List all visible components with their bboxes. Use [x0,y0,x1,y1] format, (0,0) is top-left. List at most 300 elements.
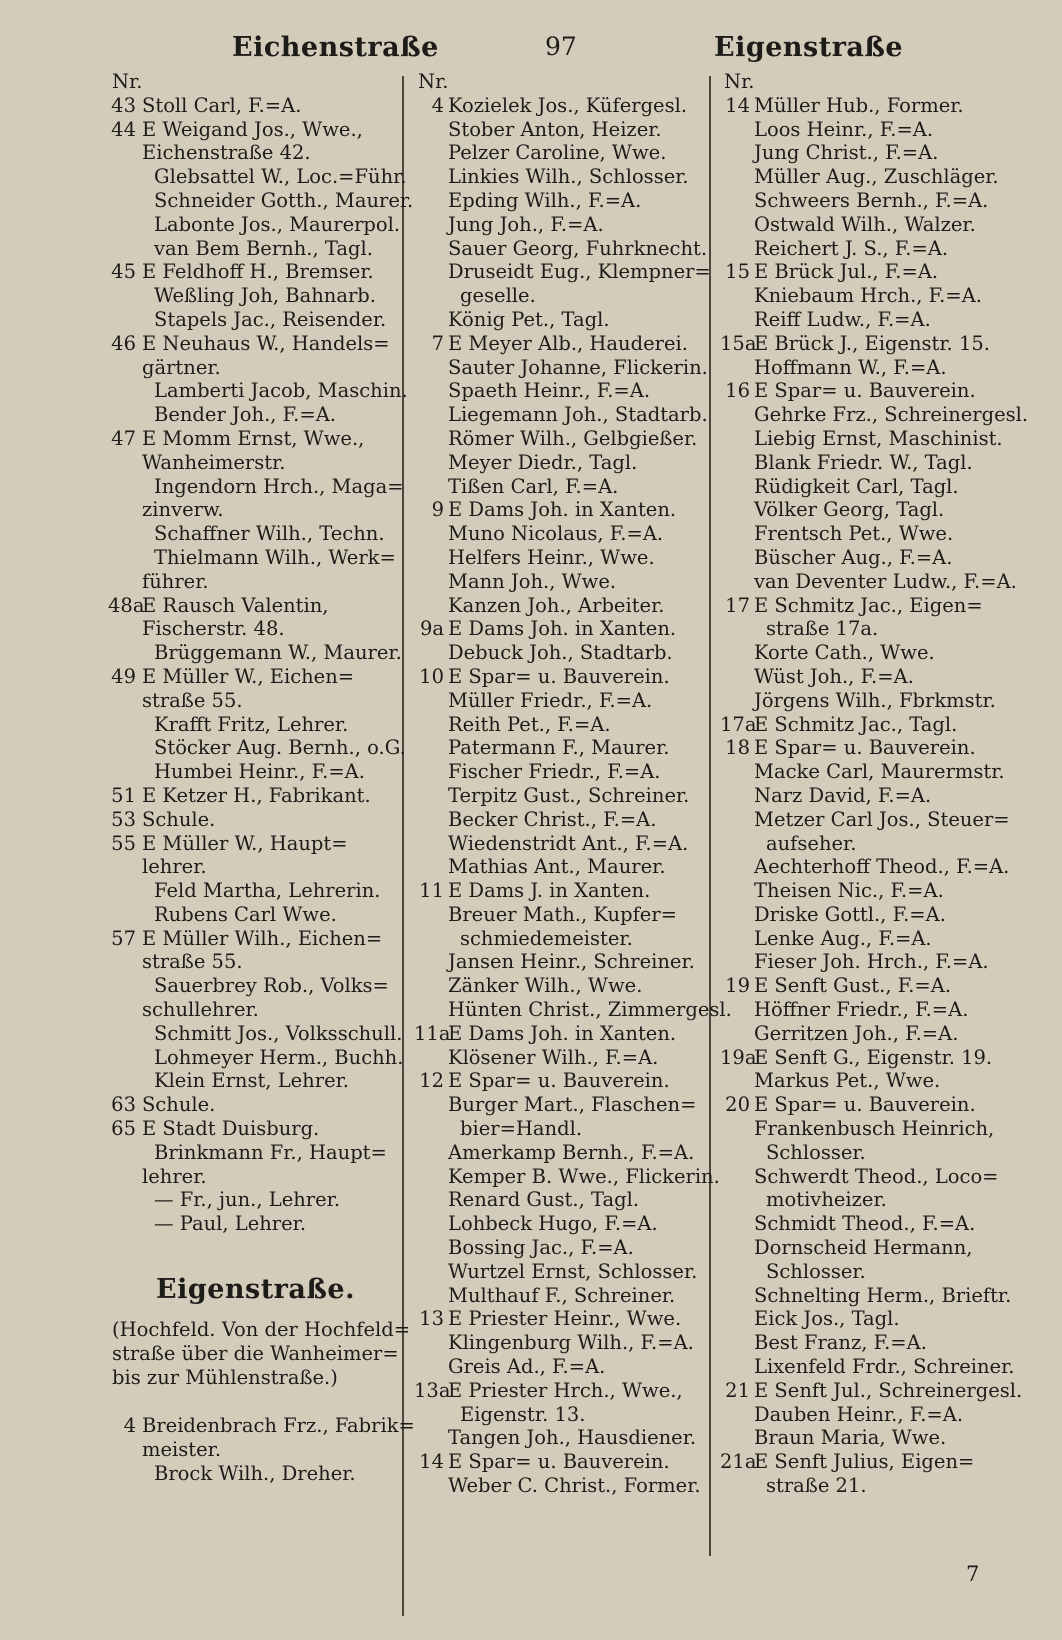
entry-text: Korte Cath., Wwe. [754,641,935,665]
resident-line [720,1117,1020,1141]
resident-line [108,237,403,261]
resident-line [720,1165,1020,1189]
resident-line [414,427,712,451]
entry-text: Jung Joh., F.=A. [448,212,604,236]
resident-line [720,1426,1020,1450]
house-entry [720,379,1020,403]
column-1 [108,70,415,1485]
entry-text: Mathias Ant., Maurer. [448,855,666,879]
entry-text: E Spar= u. Bauverein. [754,379,976,403]
entry-text: Meyer Diedr., Tagl. [448,450,638,474]
header-street-right: Eigenstraße [714,32,904,63]
resident-line [108,356,403,380]
house-number: 18 [725,736,750,760]
house-entry [108,784,403,808]
column-nr-label [108,70,403,94]
entry-text: Jörgens Wilh., Fbrkmstr. [754,688,996,712]
resident-line [108,284,403,308]
house-number: 46 [111,331,136,355]
column-nr-label [414,70,712,94]
entry-text: E Schmitz Jac., Tagl. [754,712,958,736]
entry-text: E Priester Heinr., Wwe. [448,1307,682,1331]
entry-text: Breidenbrach Frz., Fabrik= [142,1414,415,1438]
entry-text: Reiff Ludw., F.=A. [754,307,931,331]
entry-text: Kozielek Jos., Küfergesl. [448,93,688,117]
entry-text: schullehrer. [142,998,259,1022]
resident-line [414,475,712,499]
resident-line [720,1355,1020,1379]
resident-line [720,1260,1020,1284]
entry-text: Hoffmann W., F.=A. [754,355,947,379]
entry-text: E Dams J. in Xanten. [448,879,651,903]
resident-line [414,451,712,475]
entry-text: Braun Maria, Wwe. [754,1426,947,1450]
resident-line [414,1331,712,1355]
entry-text: Blank Friedr. W., Tagl. [754,450,973,474]
entry-text: Ingendorn Hrch., Maga= [154,474,404,498]
resident-line [720,927,1020,951]
resident-line [414,784,712,808]
entry-text: Loos Heinr., F.=A. [754,117,934,141]
entry-text: Jansen Heinr., Schreiner. [448,950,695,974]
entry-text: Fischer Friedr., F.=A. [448,760,661,784]
entry-text: meister. [142,1437,222,1461]
resident-line [108,213,403,237]
entry-text: Fischerstr. 48. [142,617,285,641]
house-number: 53 [111,807,136,831]
entry-text: Eichenstraße 42. [142,141,311,165]
house-number: 13 [419,1307,444,1331]
house-entry [414,1307,712,1331]
entry-text: Stöcker Aug. Bernh., o.G. [154,736,406,760]
entry-text: E Brück Jul., F.=A. [754,260,939,284]
resident-line [414,260,712,284]
resident-line [720,998,1020,1022]
resident-line [720,498,1020,522]
entry-text: Schule. [142,807,216,831]
entry-text: — Fr., jun., Lehrer. [154,1188,341,1212]
entry-text: E Spar= u. Bauverein. [448,1069,670,1093]
entry-text: Aechterhoff Theod., F.=A. [754,855,1010,879]
house-entry [720,332,1020,356]
resident-line [720,1236,1020,1260]
house-number: 15a [720,331,757,355]
resident-line [108,1069,403,1093]
entry-text: Gehrke Frz., Schreinergesl. [754,403,1029,427]
section-description: bis zur Mühlenstraße.) [112,1366,338,1390]
resident-line [414,950,712,974]
resident-line [720,760,1020,784]
header-street-left: Eichenstraße [232,32,439,63]
resident-line [720,855,1020,879]
resident-line [720,784,1020,808]
entry-text: Theisen Nic., F.=A. [754,879,944,903]
resident-line [720,403,1029,427]
house-entry [720,94,1020,118]
entry-text: E Müller W., Eichen= [142,664,355,688]
entry-text: Klösener Wilh., F.=A. [448,1045,659,1069]
resident-line [108,498,403,522]
resident-line [414,165,712,189]
resident-line [414,1236,712,1260]
entry-text: Narz David, F.=A. [754,783,932,807]
resident-line [108,1188,403,1212]
resident-line [720,641,1020,665]
resident-line [414,570,712,594]
entry-text: Reith Pet., F.=A. [448,712,611,736]
house-entry [108,427,403,451]
entry-text: lehrer. [142,1164,207,1188]
entry-text: Glebsattel W., Loc.=Führ. [154,165,407,189]
entry-text: E Senft Gust., F.=A. [754,974,952,998]
entry-text: Muno Nicolaus, F.=A. [448,522,664,546]
house-entry [108,808,403,832]
resident-line [414,213,712,237]
resident-line [108,451,403,475]
spacer [108,1390,403,1414]
house-entry [414,332,712,356]
resident-line [720,1212,1020,1236]
house-number: 45 [111,260,136,284]
house-entry [108,1093,403,1117]
entry-text: Pelzer Caroline, Wwe. [448,141,667,165]
resident-line [414,689,712,713]
entry-text: Liebig Ernst, Maschinist. [754,426,1003,450]
resident-line [108,188,414,213]
house-number: 49 [111,664,136,688]
resident-line [414,1212,712,1236]
resident-line [720,546,1020,570]
resident-line [414,736,712,760]
entry-text: Kemper B. Wwe., Flickerin. [448,1164,720,1188]
resident-line [108,475,403,499]
resident-line [414,808,712,832]
entry-text: Humbei Heinr., F.=A. [154,760,365,784]
entry-text: E Müller Wilh., Eichen= [142,926,383,950]
entry-text: E Stadt Duisburg. [142,1117,320,1141]
resident-line [414,832,712,856]
resident-line [414,1403,712,1427]
house-entry [414,879,712,903]
entry-text: E Dams Joh. in Xanten. [448,1021,677,1045]
entry-text: Sauter Johanne, Flickerin. [448,355,708,379]
resident-line [720,213,1020,237]
resident-line [108,1022,403,1046]
resident-line [414,1426,712,1450]
resident-line [108,689,403,713]
entry-text: Rubens Carl Wwe. [154,902,337,926]
resident-line [108,141,403,165]
entry-text: Wüst Joh., F.=A. [754,664,914,688]
entry-text: Schneider Gotth., Maurer. [154,188,414,212]
entry-text: zinverw. [142,498,224,522]
section-description: (Hochfeld. Von der Hochfeld= [112,1318,411,1342]
resident-line [720,950,1020,974]
entry-text: Schweers Bernh., F.=A. [754,188,989,212]
house-entry [108,1117,403,1141]
entry-text: E Ketzer H., Fabrikant. [142,783,371,807]
entry-text: Weber C. Christ., Former. [448,1474,701,1498]
resident-line [108,760,403,784]
resident-line [720,570,1020,594]
house-number: 17 [725,593,750,617]
house-number: 19a [720,1045,757,1069]
house-number: 19 [725,974,750,998]
resident-line [414,713,712,737]
resident-line [720,1022,1020,1046]
house-entry [414,1450,712,1474]
house-entry [108,665,403,689]
entry-text: Schmitt Jos., Volksschull. [154,1021,403,1045]
entry-text: Sauer Georg, Fuhrknecht. [448,236,708,260]
entry-text: Multhauf F., Schreiner. [448,1283,676,1307]
house-number: 4 [431,93,444,117]
resident-line [720,308,1020,332]
entry-text: Büscher Aug., F.=A. [754,545,953,569]
house-entry [414,1069,712,1093]
nr-label: Nr. [724,70,755,93]
entry-text: Driske Gottl., F.=A. [754,902,946,926]
entry-text: Bender Joh., F.=A. [154,403,336,427]
resident-line [720,665,1020,689]
entry-text: Wurtzel Ernst, Schlosser. [448,1259,698,1283]
resident-line [108,641,403,665]
house-entry [720,1450,1020,1474]
entry-text: Terpitz Gust., Schreiner. [448,783,690,807]
entry-text: Hünten Christ., Zimmergesl. [448,998,732,1022]
resident-line [720,451,1020,475]
house-entry [720,736,1020,760]
house-number: 57 [111,926,136,950]
entry-text: Debuck Joh., Stadtarb. [448,641,673,665]
entry-text: Lohbeck Hugo, F.=A. [448,1212,658,1236]
resident-line [414,1093,712,1117]
entry-text: straße 55. [142,688,243,712]
entry-text: Druseidt Eug., Klempner= [448,260,711,284]
entry-text: Lenke Aug., F.=A. [754,926,932,950]
entry-text: Best Franz, F.=A. [754,1331,927,1355]
entry-text: E Senft Julius, Eigen= [754,1450,975,1474]
entry-text: straße 55. [142,950,243,974]
house-entry [414,498,712,522]
resident-line [720,284,1020,308]
resident-line [414,522,712,546]
entry-text: Römer Wilh., Gelbgießer. [448,426,698,450]
entry-text: Lixenfeld Frdr., Schreiner. [754,1355,1015,1379]
house-entry [108,332,403,356]
entry-text: Jung Christ., F.=A. [754,141,939,165]
entry-text: Müller Hub., Former. [754,93,964,117]
resident-line [108,950,403,974]
house-number: 63 [111,1093,136,1117]
house-number: 21 [725,1378,750,1402]
entry-text: Frentsch Pet., Wwe. [754,522,954,546]
house-entry [108,927,403,951]
column-nr-label [720,70,1020,94]
resident-line [720,1307,1020,1331]
house-number: 55 [111,831,136,855]
entry-text: Gerritzen Joh., F.=A. [754,1021,959,1045]
house-entry [414,94,712,118]
entry-text: van Deventer Ludw., F.=A. [754,569,1017,593]
entry-text: Schmidt Theod., F.=A. [754,1212,976,1236]
resident-line [720,1474,1020,1498]
column-3 [720,70,1029,1498]
entry-text: Lohmeyer Herm., Buchh. [154,1045,404,1069]
resident-line [108,1165,403,1189]
resident-line [108,1212,403,1236]
entry-text: motivheizer. [766,1188,887,1212]
house-number: 16 [725,379,750,403]
house-entry [720,1046,1020,1070]
house-number: 65 [111,1117,136,1141]
entry-text: E Senft Jul., Schreinergesl. [754,1378,1023,1402]
house-number: 9a [419,617,444,641]
resident-line [414,1284,712,1308]
house-entry [414,1022,712,1046]
house-number: 12 [419,1069,444,1093]
resident-line [108,165,407,189]
entry-text: Kanzen Joh., Arbeiter. [448,593,665,617]
resident-line [414,118,712,142]
entry-text: E Momm Ernst, Wwe., [142,426,365,450]
resident-line [108,998,403,1022]
entry-text: van Bem Bernh., Tagl. [154,236,373,260]
entry-text: Frankenbusch Heinrich, [754,1117,995,1141]
house-number: 47 [111,426,136,450]
house-number: 48a [108,593,145,617]
resident-line [720,1141,1020,1165]
resident-line [720,475,1020,499]
house-entry [108,260,403,284]
entry-text: Lamberti Jacob, Maschin. [154,379,408,403]
resident-line [108,903,403,927]
entry-text: E Meyer Alb., Hauderei. [448,331,688,355]
entry-text: Metzer Carl Jos., Steuer= [754,807,1010,831]
resident-line [720,522,1020,546]
entry-text: Helfers Heinr., Wwe. [448,545,655,569]
entry-text: Höffner Friedr., F.=A. [754,998,969,1022]
resident-line [414,1474,712,1498]
resident-line [414,1141,712,1165]
entry-text: Eick Jos., Tagl. [754,1307,900,1331]
house-number: 9 [431,498,444,522]
sheet-signature: 7 [966,1562,980,1586]
entry-text: Markus Pet., Wwe. [754,1069,941,1093]
entry-text: Kniebaum Hrch., F.=A. [754,284,982,308]
resident-line [108,522,403,546]
entry-text: Burger Mart., Flaschen= [448,1093,697,1117]
entry-text: straße 21. [766,1474,867,1498]
entry-text: schmiedemeister. [460,926,633,950]
entry-text: Schlosser. [766,1140,866,1164]
resident-line [720,903,1020,927]
entry-text: Schule. [142,1093,216,1117]
entry-text: Feld Martha, Lehrerin. [154,879,381,903]
resident-line [414,284,712,308]
entry-text: Klingenburg Wilh., F.=A. [448,1331,694,1355]
entry-text: Brinkmann Fr., Haupt= [154,1140,387,1164]
page-number: 97 [545,32,577,61]
house-number: 11 [419,879,444,903]
house-entry [108,94,403,118]
resident-line [108,403,403,427]
resident-line [414,903,712,927]
house-number: 21a [720,1450,757,1474]
entry-text: Linkies Wilh., Schlosser. [448,165,689,189]
entry-text: Wanheimerstr. [142,450,286,474]
resident-line [414,760,712,784]
resident-line [414,141,712,165]
nr-label: Nr. [112,70,143,93]
resident-line [414,1188,712,1212]
entry-text: Schwerdt Theod., Loco= [754,1164,999,1188]
entry-text: Bossing Jac., F.=A. [448,1236,634,1260]
resident-line [414,998,732,1022]
house-entry [720,594,1020,618]
entry-text: bier=Handl. [460,1117,583,1141]
entry-text: Müller Aug., Zuschläger. [754,165,999,189]
entry-text: Klein Ernst, Lehrer. [154,1069,349,1093]
section-description: straße über die Wanheimer= [112,1342,399,1366]
entry-text: Reichert J. S., F.=A. [754,236,949,260]
house-entry [720,260,1020,284]
entry-text: E Spar= u. Bauverein. [448,1450,670,1474]
resident-line [414,379,712,403]
resident-line [414,594,712,618]
entry-text: lehrer. [142,855,207,879]
house-number: 4 [123,1414,136,1438]
entry-text: E Spar= u. Bauverein. [754,1093,976,1117]
entry-text: Renard Gust., Tagl. [448,1188,640,1212]
house-entry [720,713,1020,737]
house-number: 14 [419,1450,444,1474]
resident-line [108,879,403,903]
house-entry [414,617,712,641]
entry-text: E Neuhaus W., Handels= [142,331,390,355]
entry-text: E Priester Hrch., Wwe., [448,1378,683,1402]
entry-text: Stapels Jac., Reisender. [154,307,387,331]
resident-line [414,1117,712,1141]
resident-line [108,713,403,737]
entry-text: Becker Christ., F.=A. [448,807,657,831]
resident-line [414,1164,720,1189]
resident-line [720,1403,1020,1427]
entry-text: Stoll Carl, F.=A. [142,93,302,117]
resident-line [414,237,712,261]
entry-text: E Schmitz Jac., Eigen= [754,593,983,617]
house-number: 10 [419,664,444,688]
entry-text: E Weigand Jos., Wwe., [142,117,363,141]
house-entry [108,594,403,618]
entry-text: Schnelting Herm., Brieftr. [754,1283,1012,1307]
entry-text: Ostwald Wilh., Walzer. [754,212,976,236]
house-number: 43 [111,93,136,117]
house-entry [720,1378,1023,1403]
entry-text: Krafft Fritz, Lehrer. [154,712,349,736]
entry-text: — Paul, Lehrer. [154,1212,307,1236]
resident-line [720,1331,1020,1355]
resident-line [720,879,1020,903]
resident-line [414,189,712,213]
resident-line [720,189,1020,213]
resident-line [108,855,403,879]
entry-text: E Feldhoff H., Bremser. [142,260,374,284]
entry-text: geselle. [460,284,536,308]
resident-line [108,546,403,570]
entry-text: Macke Carl, Maurermstr. [754,760,1005,784]
resident-line [414,1046,712,1070]
